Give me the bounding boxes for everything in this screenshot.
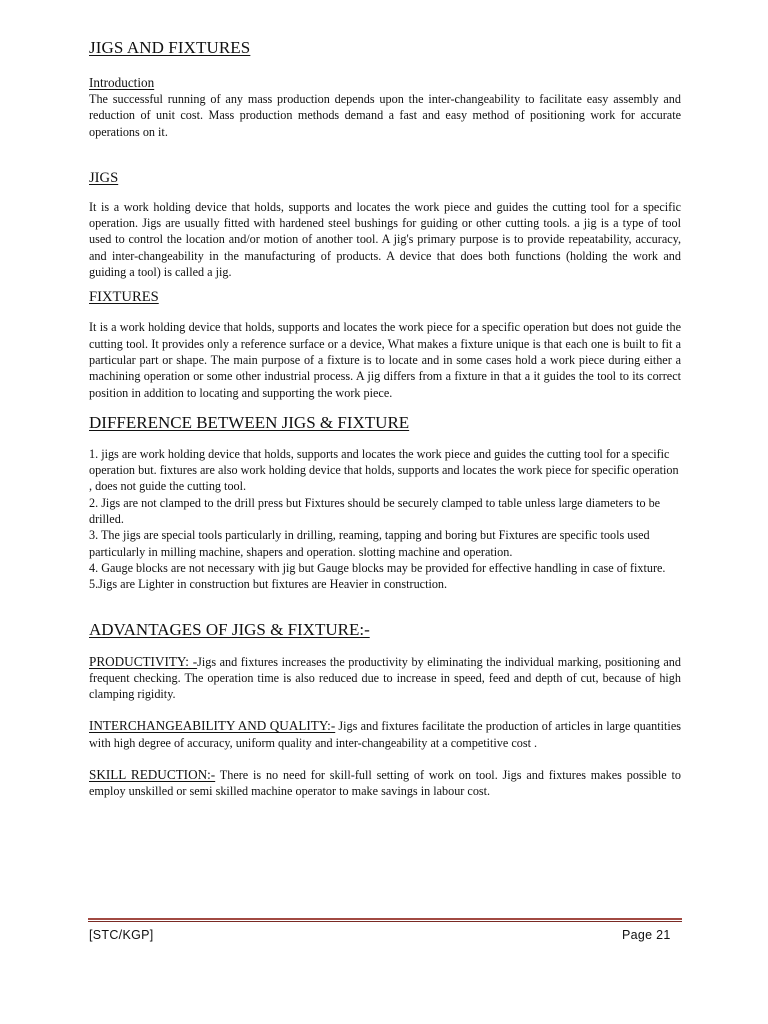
interchangeability-paragraph (89, 718, 681, 751)
fixtures-section (89, 288, 681, 400)
advantages-heading: ADVANTAGES OF JIGS & FIXTURE:- (89, 619, 370, 639)
productivity-label: PRODUCTIVITY: - (89, 653, 198, 669)
difference-heading: DIFFERENCE BETWEEN JIGS & FIXTURE (89, 412, 410, 432)
productivity-paragraph (89, 654, 681, 703)
footer-divider (88, 918, 682, 923)
skill-reduction-text: There is no need for skill-full setting of work on tool. Jigs and fixtures makes possible to employ unskilled or semi skilled machine operator to make savings in labour cost. (89, 768, 681, 799)
advantages-section (89, 620, 681, 800)
interchangeability-label: INTERCHANGEABILITY AND QUALITY:- (89, 718, 336, 734)
skill-reduction-paragraph (89, 767, 681, 800)
skill-reduction-label: SKILL REDUCTION:- (89, 767, 216, 783)
interchangeability-text: Jigs and fixtures facilitate the production of articles in large quantities with high degree of accuracy, uniform quality and inter-changeability at a competitive cost . (89, 719, 681, 750)
document-title: JIGS AND FIXTURES (89, 38, 251, 57)
difference-item-4: 4. Gauge blocks are not necessary with jig but Gauge blocks may be provided for effective handling in case of fixture. (89, 560, 666, 575)
jigs-heading: JIGS (89, 169, 119, 186)
difference-item-1: 1. jigs are work holding device that holds, supports and locates the work piece and guides the cutting tool for a specific operation but. fixtures are also work holding device that holds, supports and locates the work piece for specific operation , does not guide the cutting tool. (89, 446, 679, 494)
fixtures-heading: FIXTURES (89, 289, 159, 306)
introduction-heading: Introduction (89, 75, 155, 90)
difference-section (89, 413, 681, 593)
jigs-text: It is a work holding device that holds, supports and locates the work piece and guides the cutting tool for a specific operation. Jigs are usually fitted with hardened steel bushings for guiding or other cutting tools. a jig is a type of tool used to control the location and/or motion of another tool. A jig's primary purpose is to provide repeatability, accuracy, and inter-changeability in the manufacturing of products. A device that does both functions (holding the work and guiding a tool) is called a jig. (89, 199, 681, 280)
difference-item-2: 2. Jigs are not clamped to the drill press but Fixtures should be securely clamped to table unless large diameters to be drilled. (89, 495, 661, 527)
introduction-section (89, 75, 681, 140)
footer-source-label: [STC/KGP] (89, 928, 154, 942)
jigs-section (89, 169, 681, 280)
introduction-text: The successful running of any mass production depends upon the inter-changeability to facilitate easy assembly and reduction of unit cost. Mass production methods demand a fast and easy method of positioning work for accurate operations on it. (89, 92, 681, 139)
difference-item-5: 5.Jigs are Lighter in construction but fixtures are Heavier in construction. (89, 577, 448, 592)
document-body (89, 38, 681, 800)
productivity-text: Jigs and fixtures increases the productivity by eliminating the individual marking, positioning and frequent checking. The operation time is also reduced due to increase in speed, feed and depth of cut, because of high clamping rigidity. (89, 654, 681, 702)
difference-item-3: 3. The jigs are special tools particularly in drilling, reaming, tapping and boring but Fixtures are specific tools used particularly in milling machine, shapers and operation. slotting machine and operation. (89, 528, 650, 559)
page-number: Page 21 (622, 928, 671, 942)
fixtures-text: It is a work holding device that holds, supports and locates the work piece for a specific operation but does not guide the cutting tool. It provides only a reference surface or a device, What makes a fixture unique is that each one is built to fit a particular part or shape. The main purpose of a fixture is to locate and in some cases hold a work piece during either a machining operation or some other industrial process. A jig differs from a fixture in that a it guides the tool to its correct position in addition to locating and supporting the work piece. (89, 320, 681, 400)
